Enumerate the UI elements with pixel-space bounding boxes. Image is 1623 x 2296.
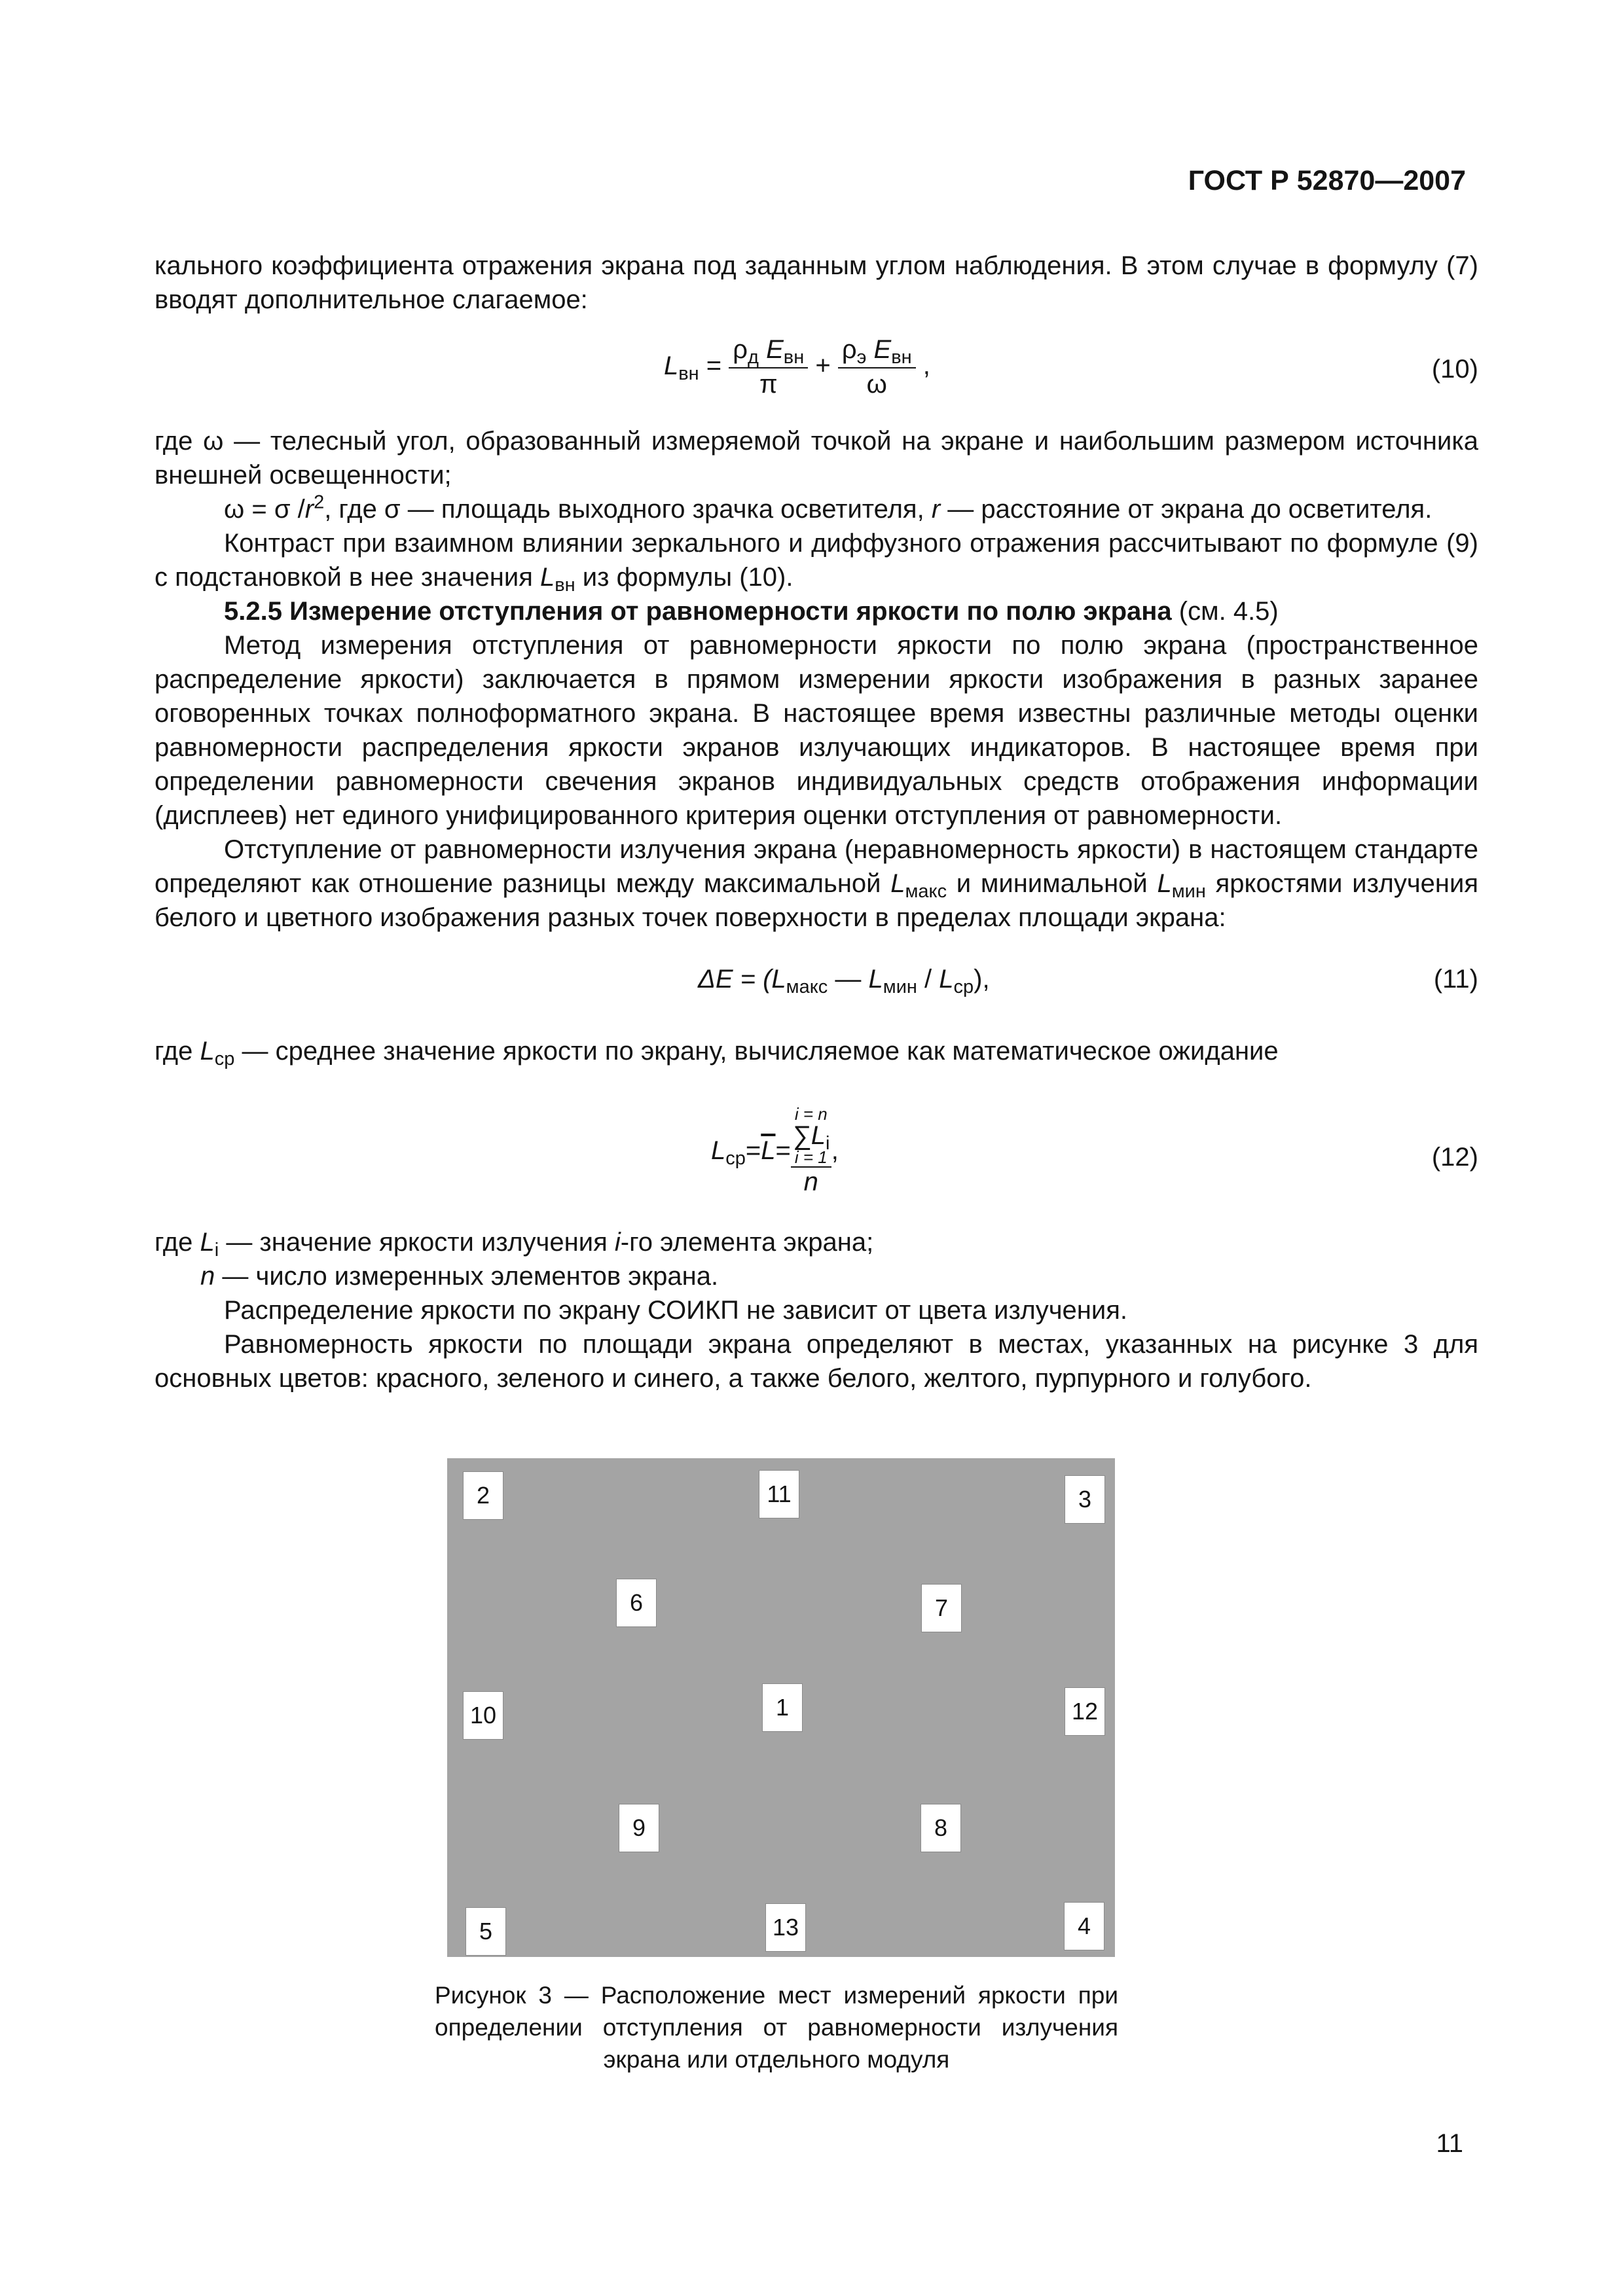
standard-header: ГОСТ Р 52870—2007 <box>1188 165 1466 196</box>
measurement-point-10: 10 <box>463 1691 503 1740</box>
measurement-point-7: 7 <box>921 1584 962 1632</box>
measurement-point-3: 3 <box>1065 1475 1105 1524</box>
measurement-point-9: 9 <box>619 1804 659 1852</box>
equation-number-12: (12) <box>1431 1143 1478 1172</box>
equation-number-10: (10) <box>1431 355 1478 384</box>
measurement-point-4: 4 <box>1064 1902 1104 1950</box>
measurement-point-8: 8 <box>921 1804 961 1852</box>
measurement-point-11: 11 <box>759 1470 799 1518</box>
eq10-lhs: $L_{вн}$ <box>664 351 699 384</box>
measurement-point-12: 12 <box>1065 1687 1105 1736</box>
paragraph-omega-definition: где ω — телесный угол, образованный измеряемой точкой на экране и наибольшим размером источника внешней освещенности; <box>155 427 1478 490</box>
measurement-point-6: 6 <box>616 1579 657 1627</box>
paragraph-uniformity: Равномерность яркости по площади экрана определяют в местах, указанных на рисунке 3 для основных цветов: красного, зеленого и синего, а также белого, желтого, пурпурного и голубого. <box>155 1330 1478 1393</box>
measurement-point-13: 13 <box>765 1903 806 1952</box>
eq10-fraction-1: $\frac{\rho_д E_{вн}}{\pi}$ <box>729 335 808 399</box>
paragraph-li-definition: где $L_i$ — значение яркости излучения i-го элемента экрана; n — число измеренных элементов экрана. Распределение яркости по экрану СОИКП не зависит от цвета излучения. Равномерность яркости по площади экрана определяют в местах, указанных на рисунке 3 для основных цветов: красного, зеленого и синего, а также белого, желтого, пурпурного и голубого. <box>155 1225 1478 1395</box>
eq10-fraction-2: $\frac{\rho_э E_{вн}}{\omega}$ <box>838 335 916 399</box>
paragraph-omega-formula: ω = σ $/r^2$, где σ — площадь выходного зрачка осветителя, r — расстояние от экрана до осветителя. <box>224 492 1432 524</box>
paragraph-distribution: Распределение яркости по экрану СОИКП не зависит от цвета излучения. <box>224 1296 1127 1325</box>
measurement-point-2: 2 <box>463 1471 503 1520</box>
equation-12: $L_{ср}$ = $\overline{L}$ = i = n $\sum L_i$ i = 1 n , (12) <box>711 1104 1478 1196</box>
equation-number-11: (11) <box>1433 965 1478 994</box>
measurement-point-5: 5 <box>465 1907 506 1956</box>
paragraph-intro: кального коэффициента отражения экрана под заданным углом наблюдения. В этом случае в формулу (7) вводят дополнительное слагаемое: <box>155 251 1478 314</box>
paragraph-deviation: Отступление от равномерности излучения экрана (неравномерность яркости) в настоящем стандарте определяют как отношение разницы между максимальной $L_{макс}$ и минимальной $L_{мин}$ яркостями излучения белого и цветного изображения разных точек поверхности в пределах площади экрана: <box>155 835 1478 932</box>
equation-10: $L_{вн}$ = $\frac{\rho_д E_{вн}}{\pi}$ + $\frac{\rho_э E_{вн}}{\omega}$ , (10) <box>664 335 1478 399</box>
figure-3-caption: Рисунок 3 — Расположение мест измерений яркости при определении отступления от равномерности излучения экрана или отдельного модуля <box>435 1982 1118 2073</box>
figure-3-screen-diagram <box>447 1458 1115 1957</box>
paragraph-contrast: Контраст при взаимном влиянии зеркального и диффузного отражения рассчитывают по формуле (9) с подстановкой в нее значения $L_{вн}$ из формулы (10). <box>155 529 1478 596</box>
measurement-point-1: 1 <box>762 1683 803 1732</box>
paragraph-mean-definition: где $L_{ср}$ — среднее значение яркости по экрану, вычисляемое как математическое ожидание <box>155 1037 1279 1069</box>
section-heading-5-2-5: 5.2.5 Измерение отступления от равномерности яркости по полю экрана (см. 4.5) <box>224 597 1279 626</box>
equation-11: $\Delta E = (L_{макс}$ — $L_{мин} / L_{ср}$), (11) <box>698 965 1478 997</box>
page-number: 11 <box>1436 2129 1463 2158</box>
paragraph-method: Метод измерения отступления от равномерности яркости по полю экрана (пространственное распределение яркости) заключается в прямом измерении яркости изображения в разных заранее оговоренных точках полноформатного экрана. В настоящее время известны различные методы оценки равномерности распределения яркости экранов излучающих индикаторов. В настоящее время при определении равномерности свечения экранов индивидуальных средств отображения информации (дисплеев) нет единого унифицированного критерия оценки отступления от равномерности. <box>155 631 1478 830</box>
